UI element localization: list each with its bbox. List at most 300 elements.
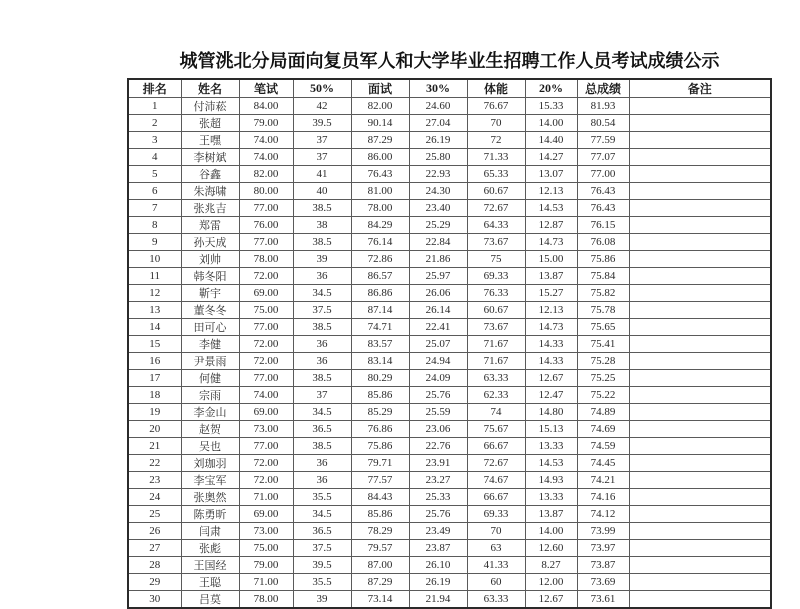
cell-interview: 83.14 xyxy=(351,353,409,370)
cell-written: 69.00 xyxy=(239,404,293,421)
cell-rank: 24 xyxy=(128,489,181,506)
cell-interview: 87.14 xyxy=(351,302,409,319)
cell-50pct: 34.5 xyxy=(293,506,351,523)
cell-30pct: 24.09 xyxy=(409,370,467,387)
cell-30pct: 24.30 xyxy=(409,183,467,200)
cell-50pct: 34.5 xyxy=(293,285,351,302)
cell-50pct: 38.5 xyxy=(293,438,351,455)
cell-30pct: 25.59 xyxy=(409,404,467,421)
cell-name: 李金山 xyxy=(181,404,239,421)
table-row xyxy=(128,149,771,166)
cell-name: 朱海啸 xyxy=(181,183,239,200)
cell-rank: 28 xyxy=(128,557,181,574)
cell-physical: 75.67 xyxy=(467,421,525,438)
cell-name: 刘帅 xyxy=(181,251,239,268)
cell-total: 81.93 xyxy=(577,98,629,115)
cell-physical: 62.33 xyxy=(467,387,525,404)
cell-30pct: 22.93 xyxy=(409,166,467,183)
cell-30pct: 25.76 xyxy=(409,387,467,404)
cell-interview: 87.29 xyxy=(351,132,409,149)
cell-total: 74.45 xyxy=(577,455,629,472)
cell-interview: 78.29 xyxy=(351,523,409,540)
cell-50pct: 36 xyxy=(293,353,351,370)
cell-interview: 82.00 xyxy=(351,98,409,115)
cell-20pct: 12.13 xyxy=(525,183,577,200)
table-row xyxy=(128,557,771,574)
cell-total: 75.65 xyxy=(577,319,629,336)
cell-name: 王国经 xyxy=(181,557,239,574)
header-rank: 排名 xyxy=(128,79,181,98)
cell-written: 77.00 xyxy=(239,200,293,217)
cell-name: 张兆吉 xyxy=(181,200,239,217)
cell-rank: 14 xyxy=(128,319,181,336)
cell-remark xyxy=(629,268,771,285)
cell-rank: 22 xyxy=(128,455,181,472)
header-remark: 备注 xyxy=(629,79,771,98)
cell-rank: 8 xyxy=(128,217,181,234)
cell-total: 75.25 xyxy=(577,370,629,387)
cell-physical: 70 xyxy=(467,115,525,132)
cell-name: 宗雨 xyxy=(181,387,239,404)
cell-rank: 10 xyxy=(128,251,181,268)
cell-remark xyxy=(629,404,771,421)
cell-total: 76.43 xyxy=(577,183,629,200)
cell-30pct: 25.97 xyxy=(409,268,467,285)
cell-name: 尹景雨 xyxy=(181,353,239,370)
cell-total: 75.84 xyxy=(577,268,629,285)
cell-written: 78.00 xyxy=(239,251,293,268)
table-row xyxy=(128,98,771,115)
cell-name: 张彪 xyxy=(181,540,239,557)
cell-physical: 75 xyxy=(467,251,525,268)
cell-written: 75.00 xyxy=(239,540,293,557)
cell-50pct: 36 xyxy=(293,455,351,472)
cell-remark xyxy=(629,149,771,166)
table-row xyxy=(128,268,771,285)
cell-physical: 72.67 xyxy=(467,200,525,217)
cell-written: 80.00 xyxy=(239,183,293,200)
table-row xyxy=(128,404,771,421)
cell-total: 77.00 xyxy=(577,166,629,183)
cell-20pct: 14.73 xyxy=(525,234,577,251)
header-physical: 体能 xyxy=(467,79,525,98)
cell-total: 73.87 xyxy=(577,557,629,574)
cell-remark xyxy=(629,98,771,115)
cell-remark xyxy=(629,370,771,387)
cell-total: 75.28 xyxy=(577,353,629,370)
cell-physical: 74 xyxy=(467,404,525,421)
cell-interview: 87.29 xyxy=(351,574,409,591)
cell-50pct: 38.5 xyxy=(293,370,351,387)
table-row xyxy=(128,234,771,251)
cell-20pct: 13.33 xyxy=(525,438,577,455)
page-title: 城管洮北分局面向复员军人和大学毕业生招聘工作人员考试成绩公示 xyxy=(179,51,720,71)
cell-50pct: 35.5 xyxy=(293,489,351,506)
cell-total: 73.69 xyxy=(577,574,629,591)
table-row xyxy=(128,540,771,557)
cell-interview: 86.57 xyxy=(351,268,409,285)
cell-rank: 30 xyxy=(128,591,181,609)
cell-name: 王嘿 xyxy=(181,132,239,149)
cell-written: 77.00 xyxy=(239,319,293,336)
cell-physical: 41.33 xyxy=(467,557,525,574)
cell-total: 75.82 xyxy=(577,285,629,302)
cell-physical: 71.33 xyxy=(467,149,525,166)
cell-50pct: 42 xyxy=(293,98,351,115)
cell-50pct: 37.5 xyxy=(293,540,351,557)
cell-interview: 73.14 xyxy=(351,591,409,609)
cell-rank: 18 xyxy=(128,387,181,404)
cell-remark xyxy=(629,285,771,302)
cell-rank: 2 xyxy=(128,115,181,132)
cell-name: 李树斌 xyxy=(181,149,239,166)
cell-physical: 72.67 xyxy=(467,455,525,472)
cell-20pct: 14.53 xyxy=(525,455,577,472)
cell-20pct: 12.87 xyxy=(525,217,577,234)
cell-total: 75.22 xyxy=(577,387,629,404)
cell-rank: 13 xyxy=(128,302,181,319)
cell-written: 76.00 xyxy=(239,217,293,234)
header-50pct: 50% xyxy=(293,79,351,98)
cell-30pct: 27.04 xyxy=(409,115,467,132)
cell-50pct: 41 xyxy=(293,166,351,183)
cell-interview: 76.14 xyxy=(351,234,409,251)
cell-remark xyxy=(629,523,771,540)
cell-written: 72.00 xyxy=(239,336,293,353)
table-row xyxy=(128,132,771,149)
cell-total: 75.78 xyxy=(577,302,629,319)
cell-interview: 79.57 xyxy=(351,540,409,557)
cell-interview: 76.86 xyxy=(351,421,409,438)
cell-50pct: 36 xyxy=(293,336,351,353)
cell-rank: 16 xyxy=(128,353,181,370)
table-row xyxy=(128,200,771,217)
cell-written: 77.00 xyxy=(239,234,293,251)
cell-remark xyxy=(629,319,771,336)
cell-20pct: 14.73 xyxy=(525,319,577,336)
cell-written: 73.00 xyxy=(239,421,293,438)
cell-remark xyxy=(629,132,771,149)
header-20pct: 20% xyxy=(525,79,577,98)
table-header-row xyxy=(128,79,771,98)
cell-physical: 70 xyxy=(467,523,525,540)
cell-total: 73.99 xyxy=(577,523,629,540)
cell-remark xyxy=(629,302,771,319)
cell-20pct: 14.93 xyxy=(525,472,577,489)
header-30pct: 30% xyxy=(409,79,467,98)
cell-50pct: 37 xyxy=(293,387,351,404)
cell-written: 69.00 xyxy=(239,285,293,302)
table-row xyxy=(128,523,771,540)
cell-rank: 21 xyxy=(128,438,181,455)
cell-total: 73.97 xyxy=(577,540,629,557)
cell-rank: 9 xyxy=(128,234,181,251)
cell-total: 80.54 xyxy=(577,115,629,132)
cell-rank: 29 xyxy=(128,574,181,591)
cell-remark xyxy=(629,200,771,217)
cell-30pct: 23.27 xyxy=(409,472,467,489)
cell-interview: 87.00 xyxy=(351,557,409,574)
cell-remark xyxy=(629,455,771,472)
cell-20pct: 13.87 xyxy=(525,268,577,285)
cell-30pct: 26.14 xyxy=(409,302,467,319)
cell-physical: 63.33 xyxy=(467,370,525,387)
cell-50pct: 38.5 xyxy=(293,200,351,217)
cell-physical: 69.33 xyxy=(467,506,525,523)
cell-30pct: 25.76 xyxy=(409,506,467,523)
cell-written: 74.00 xyxy=(239,149,293,166)
cell-20pct: 15.33 xyxy=(525,98,577,115)
cell-total: 73.61 xyxy=(577,591,629,609)
cell-name: 吴也 xyxy=(181,438,239,455)
cell-20pct: 13.33 xyxy=(525,489,577,506)
cell-written: 71.00 xyxy=(239,489,293,506)
cell-remark xyxy=(629,472,771,489)
cell-remark xyxy=(629,591,771,609)
table-row xyxy=(128,506,771,523)
cell-30pct: 24.60 xyxy=(409,98,467,115)
table-row xyxy=(128,166,771,183)
cell-total: 75.86 xyxy=(577,251,629,268)
score-table xyxy=(127,78,772,609)
cell-20pct: 15.13 xyxy=(525,421,577,438)
cell-name: 董冬冬 xyxy=(181,302,239,319)
cell-name: 李宝军 xyxy=(181,472,239,489)
cell-name: 李健 xyxy=(181,336,239,353)
cell-total: 75.41 xyxy=(577,336,629,353)
cell-30pct: 25.29 xyxy=(409,217,467,234)
cell-remark xyxy=(629,506,771,523)
cell-remark xyxy=(629,115,771,132)
cell-total: 76.43 xyxy=(577,200,629,217)
table-row xyxy=(128,353,771,370)
cell-interview: 84.29 xyxy=(351,217,409,234)
cell-30pct: 23.91 xyxy=(409,455,467,472)
cell-50pct: 37.5 xyxy=(293,302,351,319)
cell-remark xyxy=(629,353,771,370)
cell-20pct: 14.00 xyxy=(525,115,577,132)
cell-total: 77.59 xyxy=(577,132,629,149)
cell-20pct: 12.67 xyxy=(525,591,577,609)
cell-written: 74.00 xyxy=(239,132,293,149)
cell-physical: 71.67 xyxy=(467,336,525,353)
cell-total: 76.08 xyxy=(577,234,629,251)
cell-physical: 60.67 xyxy=(467,183,525,200)
cell-30pct: 23.87 xyxy=(409,540,467,557)
cell-rank: 11 xyxy=(128,268,181,285)
cell-rank: 17 xyxy=(128,370,181,387)
cell-rank: 15 xyxy=(128,336,181,353)
cell-interview: 72.86 xyxy=(351,251,409,268)
cell-20pct: 12.60 xyxy=(525,540,577,557)
cell-total: 74.89 xyxy=(577,404,629,421)
cell-physical: 63.33 xyxy=(467,591,525,609)
cell-rank: 3 xyxy=(128,132,181,149)
cell-interview: 74.71 xyxy=(351,319,409,336)
cell-30pct: 22.76 xyxy=(409,438,467,455)
cell-written: 72.00 xyxy=(239,472,293,489)
cell-remark xyxy=(629,336,771,353)
cell-written: 78.00 xyxy=(239,591,293,609)
cell-name: 张奥然 xyxy=(181,489,239,506)
cell-name: 付沛菘 xyxy=(181,98,239,115)
cell-30pct: 26.19 xyxy=(409,132,467,149)
cell-physical: 71.67 xyxy=(467,353,525,370)
cell-rank: 6 xyxy=(128,183,181,200)
cell-rank: 19 xyxy=(128,404,181,421)
cell-remark xyxy=(629,217,771,234)
table-row xyxy=(128,387,771,404)
cell-30pct: 26.06 xyxy=(409,285,467,302)
cell-physical: 60 xyxy=(467,574,525,591)
cell-name: 韩冬阳 xyxy=(181,268,239,285)
table-row xyxy=(128,336,771,353)
cell-20pct: 14.53 xyxy=(525,200,577,217)
table-row xyxy=(128,472,771,489)
cell-physical: 66.67 xyxy=(467,489,525,506)
cell-total: 74.21 xyxy=(577,472,629,489)
cell-physical: 66.67 xyxy=(467,438,525,455)
cell-total: 74.16 xyxy=(577,489,629,506)
table-row xyxy=(128,591,771,609)
cell-interview: 85.86 xyxy=(351,506,409,523)
cell-name: 张超 xyxy=(181,115,239,132)
cell-30pct: 25.07 xyxy=(409,336,467,353)
cell-written: 77.00 xyxy=(239,370,293,387)
cell-50pct: 40 xyxy=(293,183,351,200)
cell-remark xyxy=(629,166,771,183)
cell-30pct: 23.40 xyxy=(409,200,467,217)
cell-name: 王聪 xyxy=(181,574,239,591)
cell-name: 何健 xyxy=(181,370,239,387)
cell-30pct: 21.86 xyxy=(409,251,467,268)
table-row xyxy=(128,217,771,234)
cell-remark xyxy=(629,574,771,591)
cell-20pct: 15.27 xyxy=(525,285,577,302)
cell-name: 吕莫 xyxy=(181,591,239,609)
cell-30pct: 24.94 xyxy=(409,353,467,370)
cell-physical: 64.33 xyxy=(467,217,525,234)
header-total: 总成绩 xyxy=(577,79,629,98)
table-row xyxy=(128,285,771,302)
cell-physical: 73.67 xyxy=(467,319,525,336)
cell-interview: 84.43 xyxy=(351,489,409,506)
cell-remark xyxy=(629,489,771,506)
cell-written: 72.00 xyxy=(239,268,293,285)
cell-20pct: 14.33 xyxy=(525,336,577,353)
cell-50pct: 39 xyxy=(293,251,351,268)
cell-interview: 79.71 xyxy=(351,455,409,472)
cell-50pct: 38 xyxy=(293,217,351,234)
cell-50pct: 36.5 xyxy=(293,421,351,438)
cell-50pct: 36 xyxy=(293,268,351,285)
cell-rank: 1 xyxy=(128,98,181,115)
table-row xyxy=(128,438,771,455)
table-row xyxy=(128,251,771,268)
table-row xyxy=(128,183,771,200)
cell-20pct: 13.87 xyxy=(525,506,577,523)
header-written: 笔试 xyxy=(239,79,293,98)
cell-physical: 72 xyxy=(467,132,525,149)
cell-name: 谷鑫 xyxy=(181,166,239,183)
cell-rank: 27 xyxy=(128,540,181,557)
cell-20pct: 13.07 xyxy=(525,166,577,183)
cell-physical: 69.33 xyxy=(467,268,525,285)
cell-rank: 12 xyxy=(128,285,181,302)
cell-interview: 76.43 xyxy=(351,166,409,183)
cell-20pct: 14.27 xyxy=(525,149,577,166)
cell-physical: 65.33 xyxy=(467,166,525,183)
cell-50pct: 36.5 xyxy=(293,523,351,540)
cell-rank: 7 xyxy=(128,200,181,217)
cell-physical: 73.67 xyxy=(467,234,525,251)
cell-remark xyxy=(629,183,771,200)
cell-20pct: 12.47 xyxy=(525,387,577,404)
cell-physical: 76.33 xyxy=(467,285,525,302)
cell-50pct: 37 xyxy=(293,132,351,149)
cell-50pct: 34.5 xyxy=(293,404,351,421)
cell-written: 74.00 xyxy=(239,387,293,404)
table-row xyxy=(128,421,771,438)
cell-written: 77.00 xyxy=(239,438,293,455)
cell-written: 72.00 xyxy=(239,353,293,370)
cell-written: 69.00 xyxy=(239,506,293,523)
cell-interview: 85.29 xyxy=(351,404,409,421)
cell-50pct: 36 xyxy=(293,472,351,489)
table-row xyxy=(128,455,771,472)
table-row xyxy=(128,489,771,506)
table-row xyxy=(128,319,771,336)
cell-written: 75.00 xyxy=(239,302,293,319)
table-row xyxy=(128,574,771,591)
cell-50pct: 38.5 xyxy=(293,234,351,251)
cell-20pct: 8.27 xyxy=(525,557,577,574)
cell-30pct: 26.10 xyxy=(409,557,467,574)
header-name: 姓名 xyxy=(181,79,239,98)
cell-written: 79.00 xyxy=(239,115,293,132)
cell-written: 79.00 xyxy=(239,557,293,574)
cell-30pct: 21.94 xyxy=(409,591,467,609)
cell-name: 靳宇 xyxy=(181,285,239,302)
cell-remark xyxy=(629,438,771,455)
cell-rank: 25 xyxy=(128,506,181,523)
cell-20pct: 12.13 xyxy=(525,302,577,319)
cell-interview: 85.86 xyxy=(351,387,409,404)
cell-interview: 86.00 xyxy=(351,149,409,166)
cell-name: 陈勇昕 xyxy=(181,506,239,523)
table-row xyxy=(128,370,771,387)
cell-20pct: 12.67 xyxy=(525,370,577,387)
cell-20pct: 15.00 xyxy=(525,251,577,268)
cell-rank: 20 xyxy=(128,421,181,438)
cell-30pct: 26.19 xyxy=(409,574,467,591)
cell-physical: 74.67 xyxy=(467,472,525,489)
cell-total: 74.59 xyxy=(577,438,629,455)
table-body xyxy=(128,98,771,609)
cell-remark xyxy=(629,421,771,438)
cell-20pct: 14.00 xyxy=(525,523,577,540)
cell-name: 刘珈羽 xyxy=(181,455,239,472)
cell-20pct: 14.80 xyxy=(525,404,577,421)
cell-interview: 80.29 xyxy=(351,370,409,387)
cell-written: 84.00 xyxy=(239,98,293,115)
cell-interview: 77.57 xyxy=(351,472,409,489)
cell-20pct: 14.33 xyxy=(525,353,577,370)
cell-rank: 5 xyxy=(128,166,181,183)
cell-name: 郑雷 xyxy=(181,217,239,234)
cell-interview: 86.86 xyxy=(351,285,409,302)
cell-interview: 81.00 xyxy=(351,183,409,200)
